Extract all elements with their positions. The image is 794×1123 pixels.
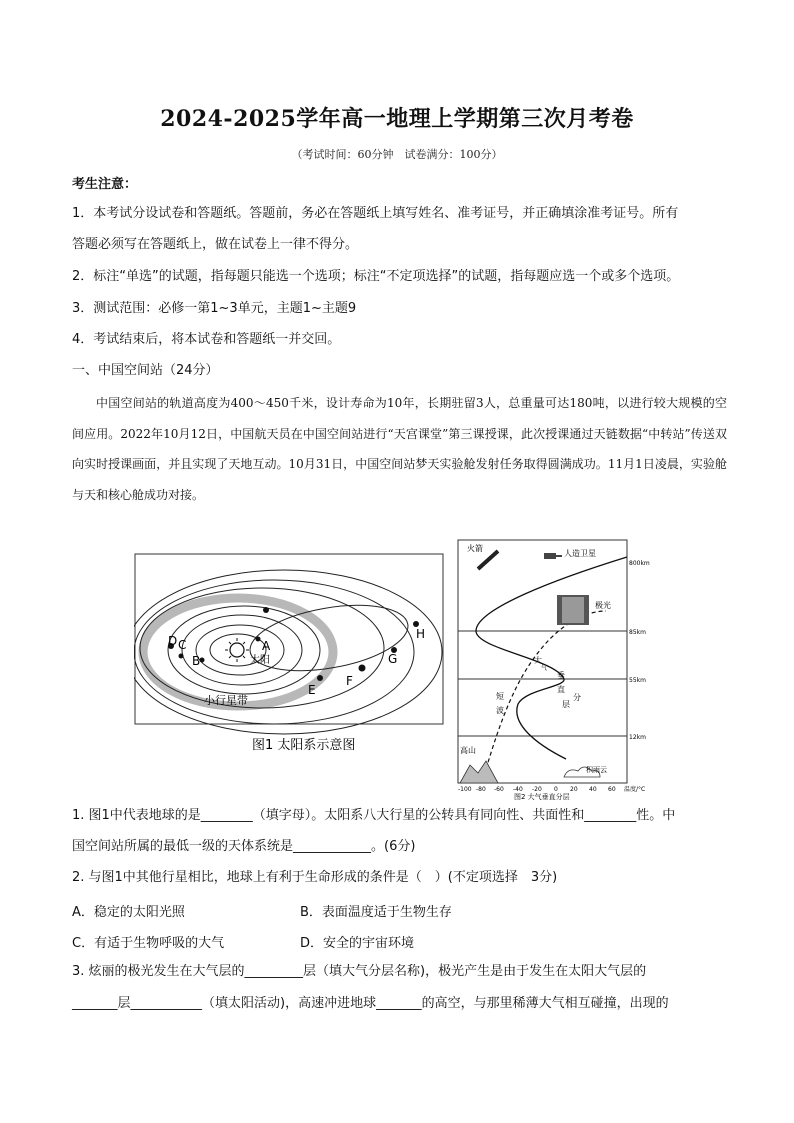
svg-text:D: D bbox=[168, 634, 178, 648]
svg-text:E: E bbox=[308, 683, 316, 697]
svg-text:极光: 极光 bbox=[595, 601, 611, 610]
notice-item-1: 1．本考试分设试卷和答题纸。答题前，务必在答题纸上填写姓名、准考证号，并正确填涂准考证号。所有 bbox=[72, 206, 679, 221]
svg-text:40: 40 bbox=[589, 786, 597, 793]
question-3-line-2: _______层___________（填太阳活动)，高速冲进地球_______的高空，与那里稀薄大气相互碰撞，出现的 bbox=[72, 996, 669, 1011]
svg-text:短: 短 bbox=[496, 692, 504, 701]
question-1-line-2: 国空间站所属的最低一级的天体系统是____________。(6分) bbox=[72, 839, 416, 854]
figure1-caption: 图1 太阳系示意图 bbox=[252, 738, 356, 753]
svg-text:高山: 高山 bbox=[460, 746, 476, 755]
question-2: 2. 与图1中其他行星相比，地球上有利于生命形成的条件是（ ）(不定项选择 3分) bbox=[72, 870, 558, 885]
option-d: D．安全的宇宙环境 bbox=[300, 936, 415, 951]
svg-text:太阳: 太阳 bbox=[250, 655, 270, 666]
section-heading: 一、中国空间站（24分） bbox=[72, 363, 219, 378]
svg-text:B: B bbox=[192, 654, 201, 668]
option-a: A．稳定的太阳光照 bbox=[72, 905, 185, 920]
svg-text:20: 20 bbox=[570, 786, 578, 793]
svg-text:55km: 55km bbox=[629, 677, 646, 684]
notice-item-2: 2．标注“单选”的试题，指每题只能选一个选项；标注“不定项选择”的试题，指每题应选一个或多个选项。 bbox=[72, 269, 680, 284]
svg-text:800km: 800km bbox=[629, 560, 650, 567]
svg-text:G: G bbox=[388, 652, 398, 666]
svg-text:垂: 垂 bbox=[557, 671, 565, 680]
svg-text:-60: -60 bbox=[494, 786, 504, 793]
svg-text:C: C bbox=[178, 638, 187, 652]
svg-text:H: H bbox=[416, 627, 426, 641]
question-3-line-1: 3. 炫丽的极光发生在大气层的_________层（填大气分层名称)，极光产生是由于发生在太阳大气层的 bbox=[72, 964, 647, 979]
option-c: C．有适于生物呼吸的大气 bbox=[72, 936, 225, 951]
svg-text:-40: -40 bbox=[513, 786, 523, 793]
svg-text:A: A bbox=[262, 639, 271, 653]
notice-item-4: 4．考试结束后，将本试卷和答题纸一并交回。 bbox=[72, 332, 341, 347]
svg-text:层: 层 bbox=[562, 700, 570, 709]
passage: 中国空间站的轨道高度为400～450千米，设计寿命为10年，长期驻留3人，总重量可达180吨，以进行较大规模的空间应用。2022年10月12日，中国航天员在中国空间站进行“天宫课堂”第三课授课，此次授课通过天链数据“中转站”传送双向实时授课画面，并且实现了天地互动。10月31日，中国空间站梦天实验舱发射任务取得圆满成功。11月1日凌晨，实验舱与天和核心舱成功对接。 bbox=[72, 396, 727, 502]
svg-text:气: 气 bbox=[541, 665, 548, 672]
svg-text:小行星带: 小行星带 bbox=[204, 694, 248, 707]
sun-icon bbox=[230, 643, 244, 657]
svg-text:直: 直 bbox=[557, 685, 565, 694]
svg-text:火箭: 火箭 bbox=[467, 544, 483, 553]
notice-item-3: 3．测试范围：必修一第1~3单元，主题1~主题9 bbox=[72, 301, 357, 316]
figure2-atmosphere-layers bbox=[456, 539, 656, 801]
notice-heading: 考生注意： bbox=[72, 177, 138, 192]
svg-text:-100: -100 bbox=[458, 786, 472, 793]
svg-text:12km: 12km bbox=[629, 734, 646, 741]
figure1-solar-system bbox=[134, 552, 444, 757]
svg-text:人造卫星: 人造卫星 bbox=[564, 549, 596, 558]
svg-text:0: 0 bbox=[554, 786, 558, 793]
svg-text:-80: -80 bbox=[476, 786, 486, 793]
exam-info: （考试时间：60分钟 试卷满分：100分） bbox=[291, 148, 503, 161]
option-b: B．表面温度适于生物生存 bbox=[300, 905, 452, 920]
question-1-line-1: 1. 图1中代表地球的是________（填字母）。太阳系八大行星的公转具有同向性、共面性和________性。中 bbox=[72, 808, 676, 823]
svg-text:大: 大 bbox=[534, 656, 542, 665]
svg-text:-20: -20 bbox=[532, 786, 542, 793]
svg-text:F: F bbox=[346, 674, 353, 688]
svg-text:60: 60 bbox=[608, 786, 616, 793]
svg-text:85km: 85km bbox=[629, 629, 646, 636]
svg-text:积雨云: 积雨云 bbox=[586, 766, 607, 774]
svg-text:温度/°C: 温度/°C bbox=[624, 786, 646, 793]
svg-text:分: 分 bbox=[573, 693, 581, 702]
figure2-caption: 图2 大气垂直分层 bbox=[514, 793, 570, 801]
notice-item-1-cont: 答题必须写在答题纸上，做在试卷上一律不得分。 bbox=[72, 237, 359, 252]
page-title: 2024-2025学年高一地理上学期第三次月考卷 bbox=[160, 106, 634, 132]
svg-text:波: 波 bbox=[496, 706, 504, 715]
